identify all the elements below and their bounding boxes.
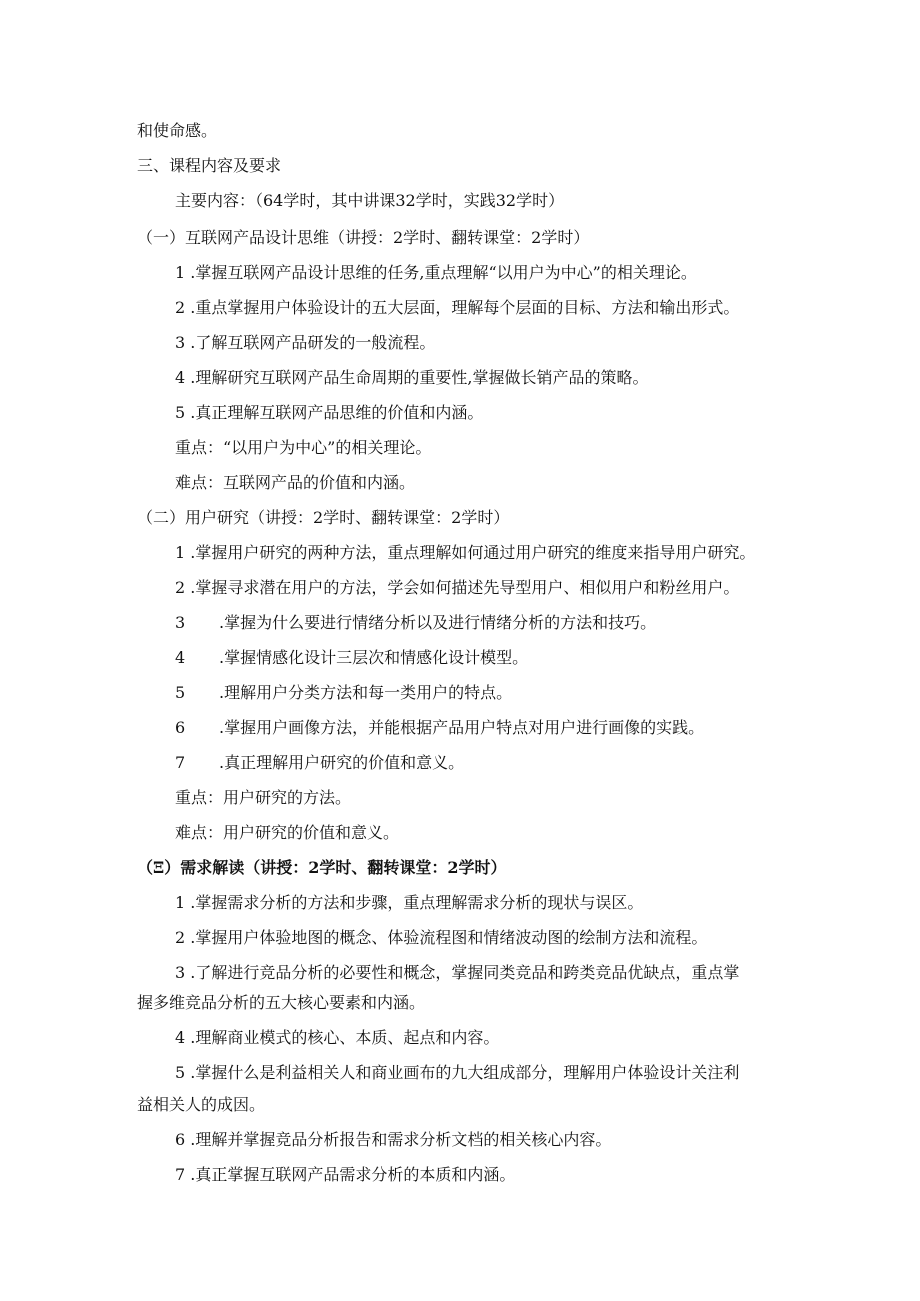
item-number: 7: [175, 1165, 186, 1184]
item-number: 5: [175, 683, 186, 702]
unit1-difficulty: 难点：互联网产品的价值和内涵。: [175, 473, 416, 492]
list-item: [175, 1062, 739, 1084]
list-item: [175, 402, 483, 424]
item-text: .真正理解互联网产品思维的价值和内涵。: [190, 403, 484, 422]
item-text: .掌握情感化设计三层次和情感化设计模型。: [219, 648, 529, 667]
list-item: [175, 1027, 499, 1049]
item-number: 4: [175, 368, 186, 387]
item-number: 2: [175, 578, 186, 597]
item-text: .真正理解用户研究的价值和意义。: [219, 753, 465, 772]
item-number: 4: [175, 1028, 186, 1047]
item-number: 2: [175, 928, 186, 947]
item-text: .掌握什么是利益相关人和商业画布的九大组成部分，理解用户体验设计关注利: [190, 1063, 740, 1082]
item-text: .了解进行竞品分析的必要性和概念，掌握同类竞品和跨类竞品优缺点，重点掌: [190, 963, 740, 982]
unit2-title: （二）用户研究（讲授：2学时、翻转课堂：2学时）: [137, 508, 510, 527]
item-number: 3: [175, 963, 186, 982]
list-item: [175, 1129, 611, 1151]
item-number: 1: [175, 263, 186, 282]
unit1-key-point: 重点：“以用户为中心”的相关理论。: [175, 438, 432, 457]
item-text: .理解研究互联网产品生命周期的重要性,掌握做长销产品的策略。: [190, 368, 649, 387]
unit3-title: （Ξ）需求解读（讲授：2学时、翻转课堂：2学时）: [137, 858, 507, 877]
list-item: [175, 1164, 515, 1186]
unit2-key-point: 重点：用户研究的方法。: [175, 788, 352, 807]
item-text: .掌握需求分析的方法和步骤，重点理解需求分析的现状与误区。: [190, 893, 644, 912]
item-text: .理解用户分类方法和每一类用户的特点。: [219, 683, 513, 702]
item-number: 1: [175, 893, 186, 912]
list-item: [175, 612, 656, 634]
item-text: .了解互联网产品研发的一般流程。: [190, 333, 436, 352]
list-item: [175, 892, 643, 914]
list-item-continuation: 益相关人的成因。: [137, 1095, 266, 1114]
item-number: 1: [175, 543, 186, 562]
item-text: .掌握互联网产品设计思维的任务,重点理解“以用户为中心”的相关理论。: [190, 263, 697, 282]
list-item: [175, 927, 707, 949]
list-item: [175, 647, 528, 669]
item-number: 2: [175, 298, 186, 317]
list-item: [175, 332, 435, 354]
list-item: [175, 962, 739, 984]
item-text: .掌握为什么要进行情绪分析以及进行情绪分析的方法和技巧。: [219, 613, 657, 632]
item-text: .重点掌握用户体验设计的五大层面，理解每个层面的目标、方法和输出形式。: [190, 298, 740, 317]
item-number: 5: [175, 1063, 186, 1082]
list-item-continuation: 握多维竞品分析的五大核心要素和内涵。: [137, 993, 426, 1012]
unit1-title: （一）互联网产品设计思维（讲授：2学时、翻转课堂：2学时）: [137, 228, 590, 247]
intro-tail: 和使命感。: [137, 121, 218, 140]
list-item: [175, 542, 755, 564]
item-text: .真正掌握互联网产品需求分析的本质和内涵。: [190, 1165, 516, 1184]
item-text: .掌握用户体验地图的概念、体验流程图和情绪波动图的绘制方法和流程。: [190, 928, 708, 947]
item-number: 6: [175, 1130, 186, 1149]
item-text: .掌握用户研究的两种方法，重点理解如何通过用户研究的维度来指导用户研究。: [190, 543, 756, 562]
list-item: [175, 577, 739, 599]
item-number: 6: [175, 718, 186, 737]
item-number: 4: [175, 648, 186, 667]
item-number: 5: [175, 403, 186, 422]
list-item: [175, 367, 648, 389]
list-item: [175, 297, 739, 319]
unit2-difficulty: 难点：用户研究的价值和意义。: [175, 823, 400, 842]
item-number: 3: [175, 613, 186, 632]
item-text: .理解商业模式的核心、本质、起点和内容。: [190, 1028, 500, 1047]
list-item: [175, 682, 512, 704]
item-number: 7: [175, 753, 186, 772]
main-content-summary: 主要内容：（64学时，其中讲课32学时，实践32学时）: [175, 191, 565, 210]
list-item: [175, 752, 464, 774]
item-text: .掌握用户画像方法，并能根据产品用户特点对用户进行画像的实践。: [219, 718, 705, 737]
item-number: 3: [175, 333, 186, 352]
item-text: .理解并掌握竞品分析报告和需求分析文档的相关核心内容。: [190, 1130, 612, 1149]
list-item: [175, 717, 704, 739]
list-item: [175, 262, 697, 284]
section-heading: 三、课程内容及要求: [137, 156, 282, 175]
item-text: .掌握寻求潜在用户的方法，学会如何描述先导型用户、相似用户和粉丝用户。: [190, 578, 740, 597]
